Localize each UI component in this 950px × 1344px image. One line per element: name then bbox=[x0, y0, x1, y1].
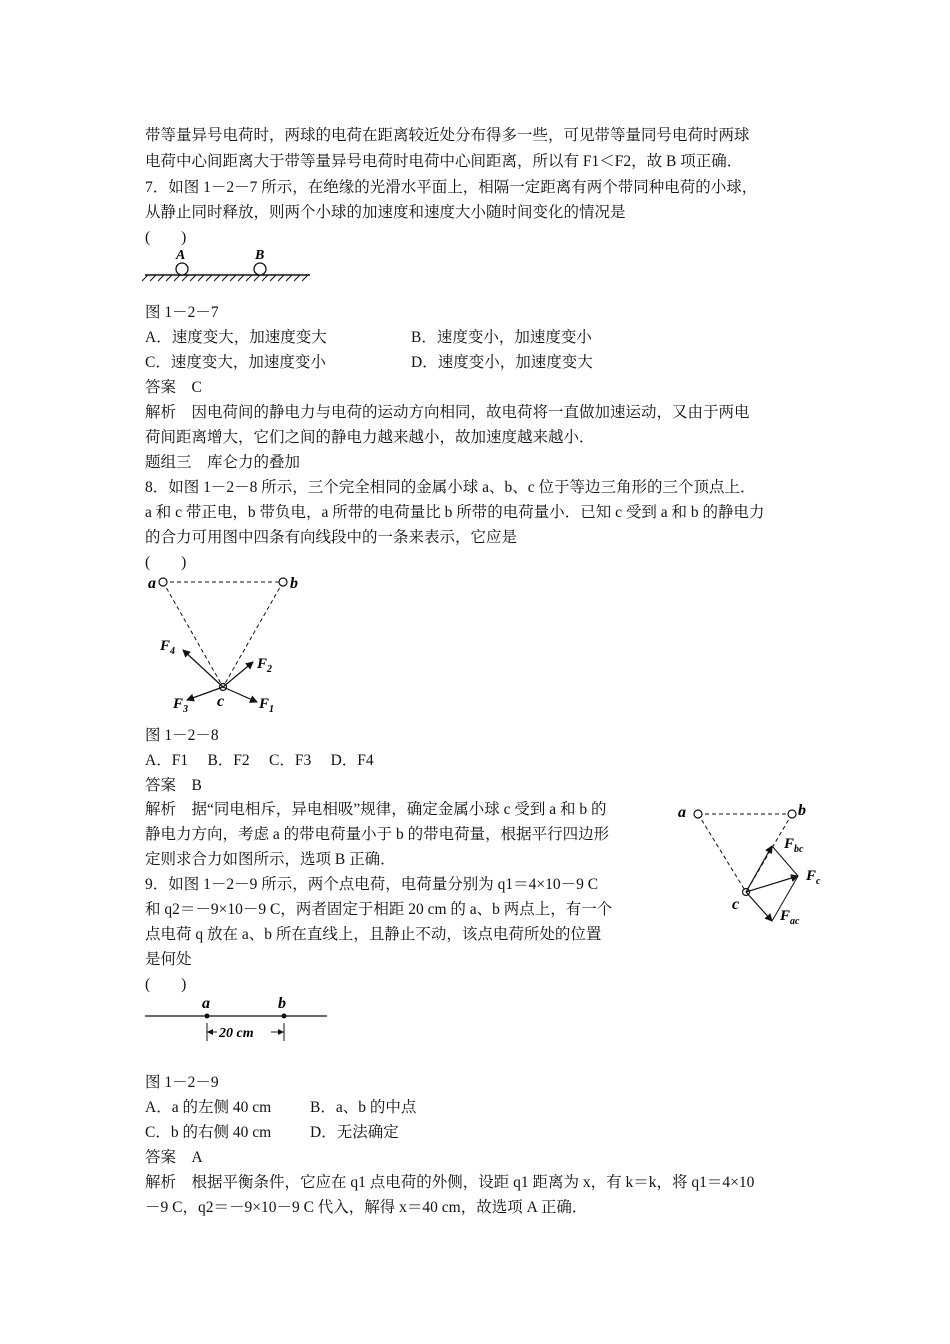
label-c: c bbox=[217, 693, 225, 710]
ball-a bbox=[176, 263, 188, 275]
q8-analysis-2: 静电力方向，考虑 a 的带电荷量小于 b 的带电荷量，根据平行四边形 bbox=[145, 826, 610, 843]
q9-stem-1: 9．如图 1－2－9 所示，两个点电荷，电荷量分别为 q1＝4×10－9 C bbox=[145, 876, 599, 893]
q7-option-c: C．速度变大，加速度变小 bbox=[145, 354, 326, 371]
label-f1: $F_1$ bbox=[259, 696, 275, 715]
q7-analysis-1: 解析 因电荷间的静电力与电荷的运动方向相同，故电荷将一直做加速运动，又由于两电 bbox=[145, 404, 750, 421]
figure-q8-solution bbox=[676, 796, 836, 941]
q7-analysis-2: 荷间距离增大，它们之间的静电力越来越小，故加速度越来越小． bbox=[145, 429, 595, 446]
q7-stem-2: 从静止同时释放，则两个小球的加速度和速度大小随时间变化的情况是 bbox=[145, 204, 626, 221]
q8-analysis-3: 定则求合力如图所示，选项 B 正确． bbox=[145, 851, 396, 868]
figure-1-2-8 bbox=[145, 572, 305, 717]
q8-options: A．F1 B．F2 C．F3 D．F4 bbox=[145, 752, 374, 769]
q8-stem-3: 的合力可用图中四条有向线段中的一条来表示，它应是 bbox=[145, 529, 518, 546]
arrow-f1 bbox=[223, 687, 257, 702]
arrow-fac bbox=[746, 892, 772, 921]
intro-line-1: 带等量异号电荷时，两球的电荷在距离较近处分布得多一些，可见带等量同号电荷时两球 bbox=[145, 127, 750, 144]
distance-label: 20 cm bbox=[219, 1026, 254, 1041]
label-a: a bbox=[148, 575, 156, 592]
q9-option-b: B．a、b 的中点 bbox=[310, 1099, 417, 1116]
q9-stem-4: 是何处 bbox=[145, 951, 192, 968]
q9-stem-3: 点电荷 q 放在 a、b 所在直线上，且静止不动，该点电荷所处的位置 bbox=[145, 926, 602, 943]
label-fc: $F_c$ bbox=[806, 868, 821, 887]
q7-option-d: D．速度变小，加速度变大 bbox=[411, 354, 593, 371]
q9-analysis-2: －9 C，q2＝－9×10－9 C 代入，解得 x＝40 cm，故选项 A 正确． bbox=[145, 1199, 588, 1216]
label-f2: $F_2$ bbox=[257, 656, 273, 675]
q9-option-d: D．无法确定 bbox=[310, 1124, 399, 1141]
label-c: c bbox=[732, 896, 740, 913]
figure-1-2-7 bbox=[145, 245, 315, 285]
q7-caption: 图 1－2－7 bbox=[145, 304, 219, 321]
label-b: b bbox=[290, 575, 298, 592]
q9-answer: 答案 A bbox=[145, 1149, 203, 1166]
ground-hatch bbox=[142, 275, 308, 281]
q7-stem-1: 7．如图 1－2－7 所示，在绝缘的光滑水平面上，相隔一定距离有两个带同种电荷的小球， bbox=[145, 179, 758, 196]
sphere-a bbox=[159, 578, 167, 586]
label-fbc: $F_{bc}$ bbox=[784, 836, 804, 855]
group-3-heading: 题组三 库仑力的叠加 bbox=[145, 454, 301, 471]
ball-a-label: A bbox=[176, 248, 186, 263]
q7-answer: 答案 C bbox=[145, 379, 202, 396]
q8-stem-1: 8．如图 1－2－8 所示，三个完全相同的金属小球 a、b、c 位于等边三角形的三个顶点上． bbox=[145, 479, 756, 496]
arrow-f4 bbox=[183, 650, 223, 687]
q7-option-a: A．速度变大，加速度变大 bbox=[145, 329, 327, 346]
ball-b bbox=[254, 263, 266, 275]
edge-ac bbox=[163, 582, 223, 687]
label-b: b bbox=[278, 995, 286, 1012]
sphere-a bbox=[694, 810, 702, 818]
point-b bbox=[282, 1014, 287, 1019]
label-f4: $F_4$ bbox=[160, 638, 176, 657]
dim-arrow-left bbox=[207, 1029, 213, 1035]
label-a: a bbox=[678, 804, 686, 821]
q9-option-c: C．b 的右侧 40 cm bbox=[145, 1124, 272, 1141]
ball-b-label: B bbox=[255, 248, 265, 263]
q8-answer: 答案 B bbox=[145, 777, 202, 794]
q8-stem-2: a 和 c 带正电，b 带负电，a 所带的电荷量比 b 所带的电荷量小．已知 c 受到 a 和 b 的静电力 bbox=[145, 504, 765, 521]
label-f3: $F_3$ bbox=[173, 696, 189, 715]
intro-line-2: 电荷中心间距离大于带等量异号电荷时电荷中心间距离，所以有 F1＜F2，故 B 项正确． bbox=[145, 153, 743, 170]
arrow-f2 bbox=[223, 662, 253, 687]
label-a: a bbox=[202, 995, 210, 1012]
figure-1-2-9 bbox=[145, 994, 330, 1046]
q7-option-b: B．速度变小，加速度变小 bbox=[411, 329, 592, 346]
q8-answer-blank: ( ) bbox=[145, 554, 187, 571]
point-a bbox=[205, 1014, 210, 1019]
q9-answer-blank: ( ) bbox=[145, 976, 187, 993]
sphere-b bbox=[788, 810, 796, 818]
edge-ac bbox=[698, 814, 746, 892]
q9-analysis-1: 解析 根据平衡条件，它应在 q1 点电荷的外侧，设距 q1 距离为 x，有 k＝k，将 q1＝4×10 bbox=[145, 1174, 755, 1191]
q7-answer-blank: ( ) bbox=[145, 229, 187, 246]
sphere-b bbox=[279, 578, 287, 586]
q8-caption: 图 1－2－8 bbox=[145, 727, 219, 744]
q9-option-a: A．a 的左侧 40 cm bbox=[145, 1099, 272, 1116]
label-b: b bbox=[798, 802, 806, 819]
q8-analysis-1: 解析 据“同电相斥，异电相吸”规律，确定金属小球 c 受到 a 和 b 的 bbox=[145, 801, 607, 818]
q9-caption: 图 1－2－9 bbox=[145, 1074, 219, 1091]
edge-bc bbox=[223, 582, 283, 687]
q9-stem-2: 和 q2＝－9×10－9 C，两者固定于相距 20 cm 的 a、b 两点上，有一个 bbox=[145, 901, 613, 918]
dim-arrow-right bbox=[278, 1029, 284, 1035]
label-fac: $F_{ac}$ bbox=[780, 908, 800, 927]
